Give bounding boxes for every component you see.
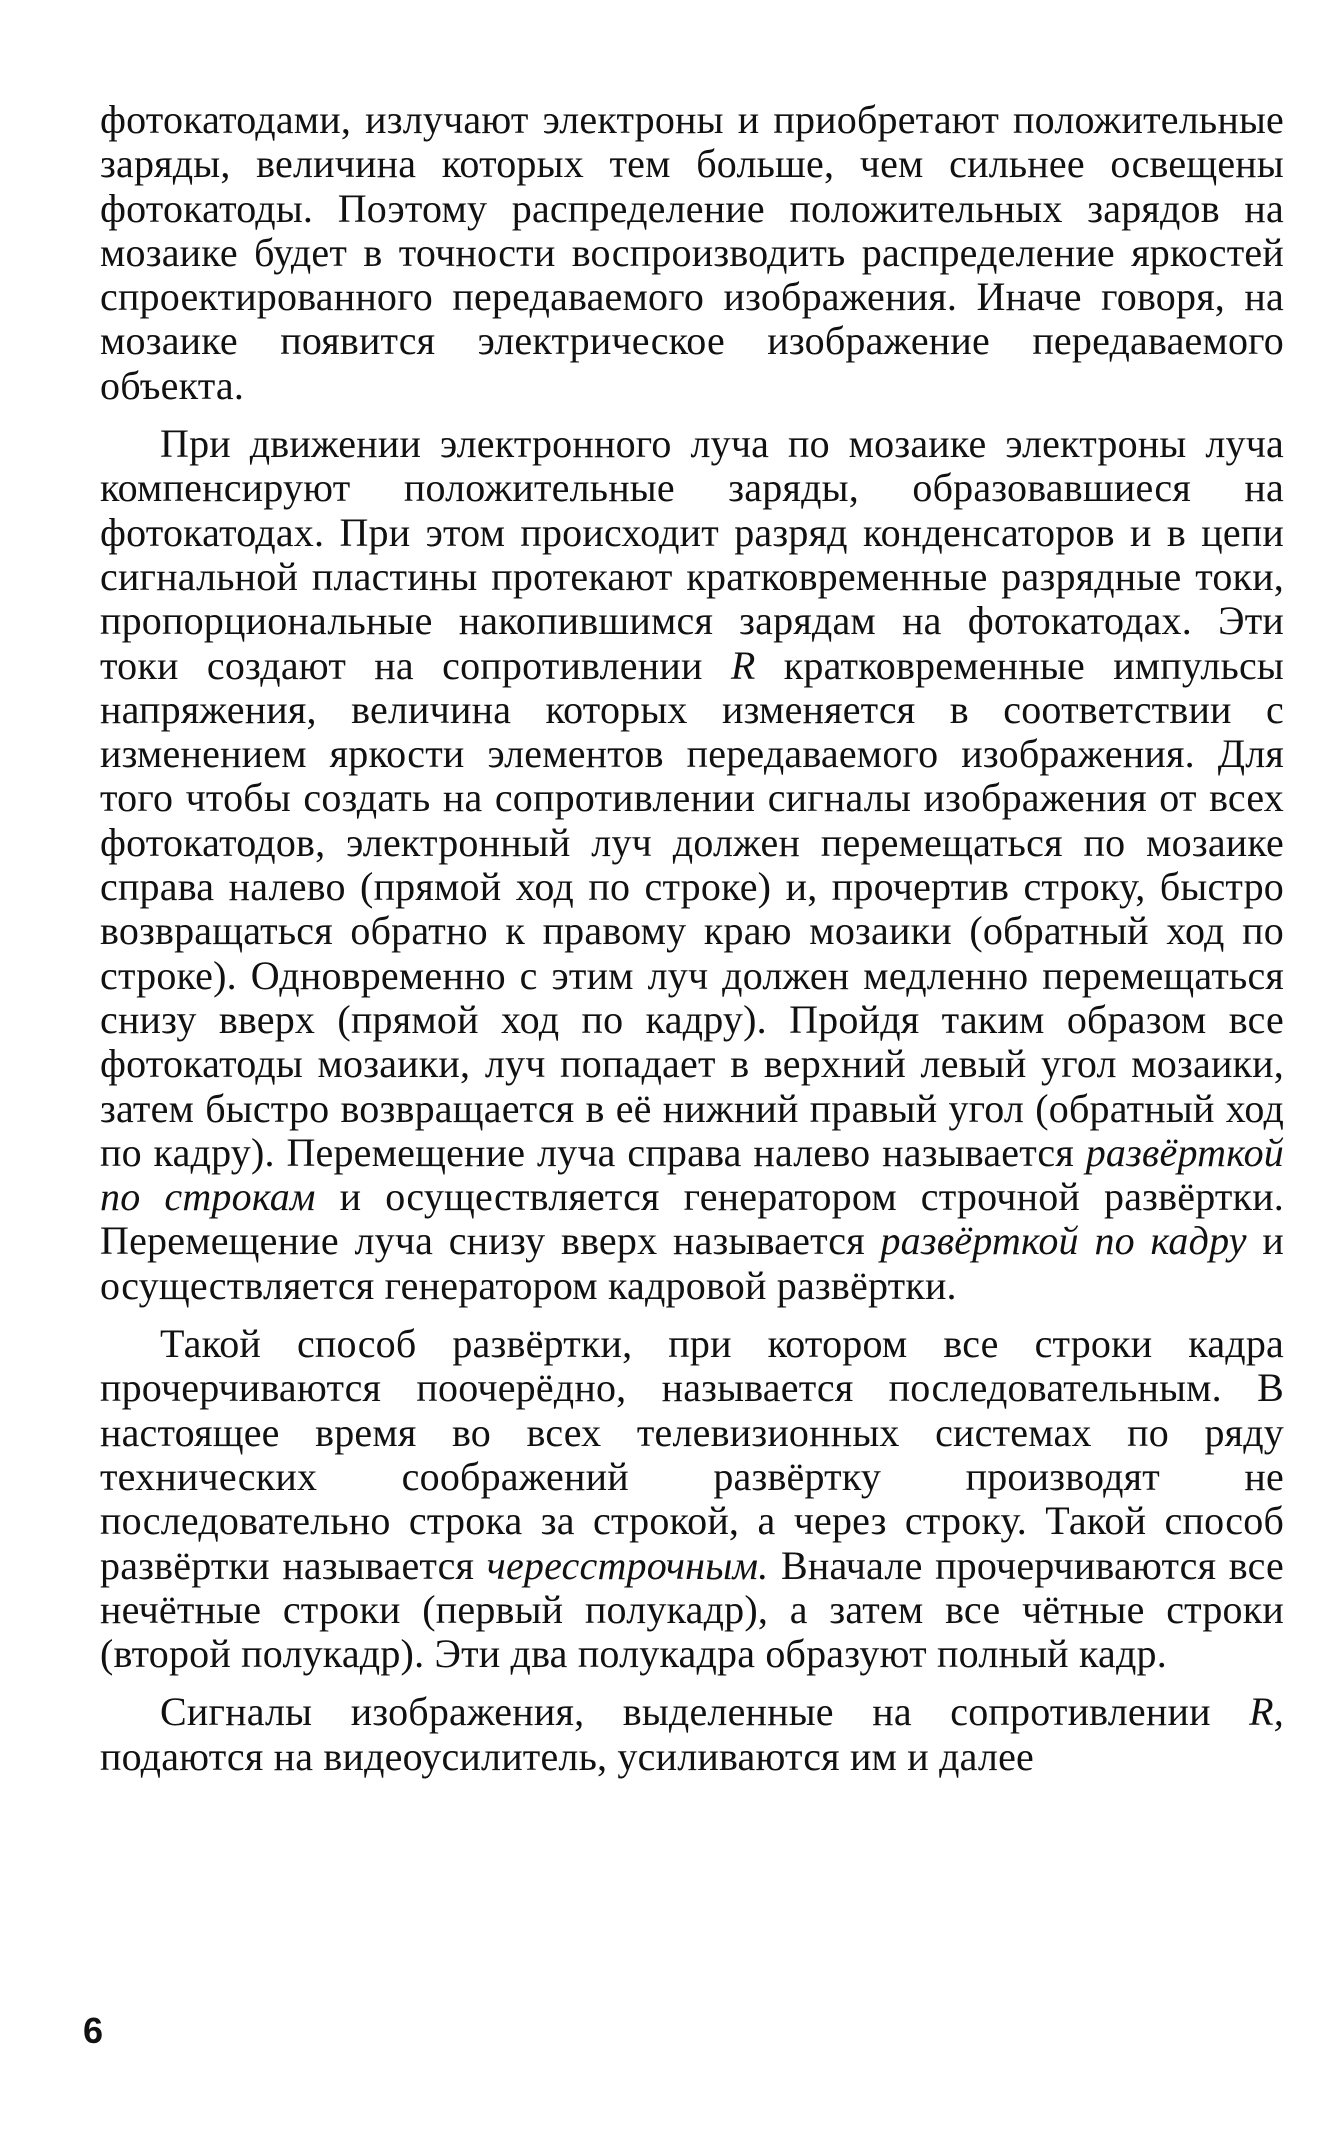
paragraph-4 bbox=[100, 1690, 1284, 1779]
paragraph-1-text: фотокатодами, излучают электроны и приобретают положительные заряды, величина которых тем больше, чем сильнее освещены фотокатоды. Поэтому распределение положительных зарядов на мозаике будет в точности воспроизводить распределение яркостей спроектированного передаваемого изображения. Иначе говоря, на мозаике появится электрическое изображение передаваемого объекта. bbox=[100, 97, 1284, 408]
paragraph-2-text-c: и осуществляется генератором строчной развёртки. Перемещение луча снизу вверх называется bbox=[100, 1174, 1284, 1264]
paragraph-4-text-a: Сигналы изображения, выделенные на сопротивлении bbox=[160, 1689, 1250, 1735]
paragraph-3-text-a: Такой способ развёртки, при котором все строки кадра прочерчиваются поочерёдно, называется последовательным. В настоящее время во всех телевизионных системах по ряду технических соображений развёртку производят не последовательно строка за строкой, а через строку. Такой способ развёртки называется bbox=[100, 1321, 1284, 1588]
paragraph-2-text-b: кратковременные импульсы напряжения, величина которых изменяется в соответствии с изменением яркости элементов передаваемого изображения. Для того чтобы создать на сопротивлении сигналы изображения от всех фотокатодов, электронный луч должен перемещаться по мозаике справа налево (прямой ход по строке) и, прочертив строку, быстро возвращаться обратно к правому краю мозаики (обратный ход по строке). Одновременно с этим луч должен медленно перемещаться снизу вверх (прямой ход по кадру). Пройдя таким образом все фотокатоды мозаики, луч попадает в верхний левый угол мозаики, затем быстро возвращается в её нижний правый угол (обратный ход по кадру). Перемещение луча справа налево называется bbox=[100, 642, 1284, 1175]
page-number: 6 bbox=[83, 2010, 104, 2051]
paragraph-4-text-b: подаются на видеоусилитель, усиливаются им и далее bbox=[100, 1733, 1035, 1779]
book-page bbox=[100, 98, 1284, 1779]
paragraph-2-text-d: и осуществляется генератором кадровой развёртки. bbox=[100, 1218, 1284, 1308]
term-interlaced: чересстрочным. bbox=[486, 1542, 769, 1588]
resistor-r-label-2: R, bbox=[1249, 1689, 1284, 1735]
paragraph-1 bbox=[100, 98, 1284, 408]
paragraph-3-text-b: Вначале прочерчиваются все нечётные строки (первый полукадр), а затем все чётные строки (второй полукадр). Эти два полукадра образуют полный кадр. bbox=[100, 1542, 1284, 1677]
resistor-r-label: R bbox=[730, 642, 756, 688]
term-line-scan: развёрткой по строкам bbox=[100, 1129, 1284, 1220]
term-frame-scan: развёрткой по кадру bbox=[880, 1218, 1247, 1264]
paragraph-2-text-a: При движении электронного луча по мозаике электроны луча компенсируют положительные заряды, образовавшиеся на фотокатодах. При этом происходит разряд конденсаторов и в цепи сигнальной пластины протекают кратковременные разрядные токи, пропорциональные накопившимся зарядам на фотокатодах. Эти токи создают на сопротивлении bbox=[100, 421, 1284, 688]
paragraph-2 bbox=[100, 422, 1284, 1308]
paragraph-3 bbox=[100, 1322, 1284, 1676]
